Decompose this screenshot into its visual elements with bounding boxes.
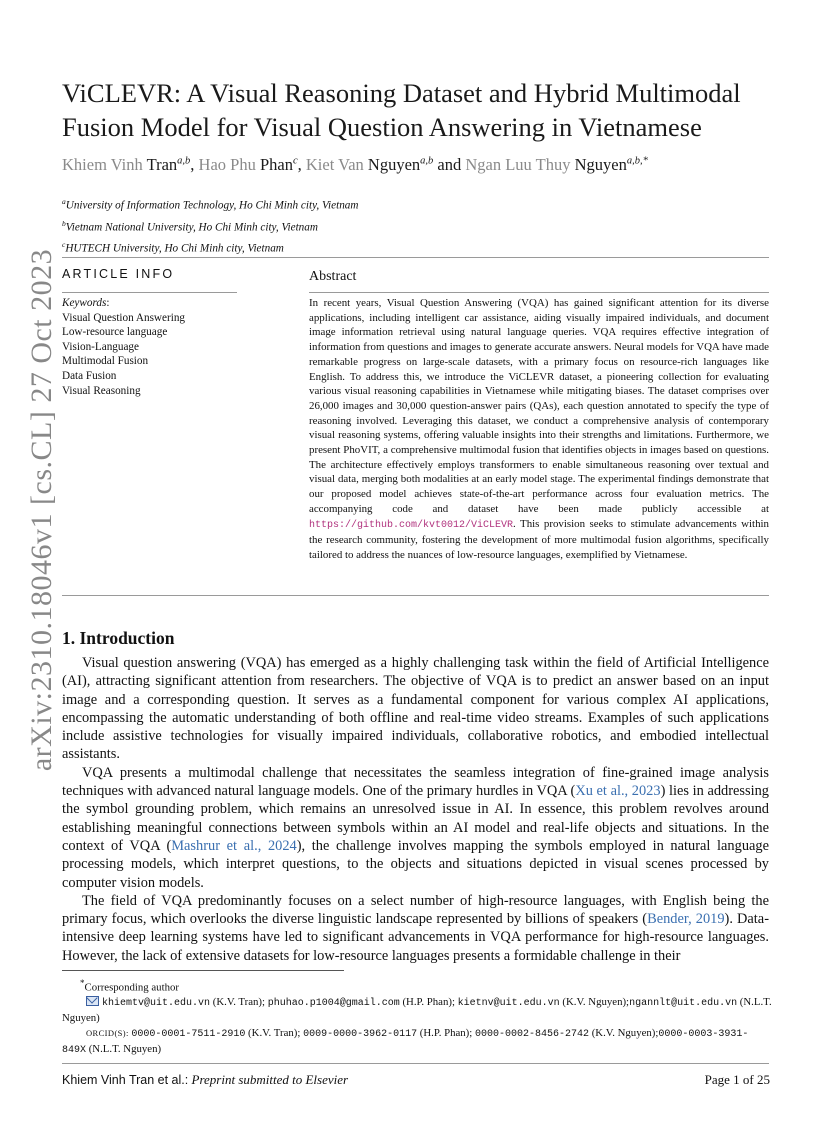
top-rule — [62, 257, 769, 258]
author-family-name: Tran — [146, 155, 178, 174]
orcid-owner: (N.L.T. Nguyen) — [86, 1043, 162, 1056]
author-family-name: Phan — [259, 155, 293, 174]
footnote-rule — [62, 970, 344, 971]
github-link[interactable]: https://github.com/kvt0012/ViCLEVR — [309, 519, 514, 531]
affiliation-mark: a — [62, 197, 66, 206]
orcid-owner: (H.P. Phan); — [417, 1026, 475, 1039]
email-owner: (K.V. Tran); — [210, 996, 268, 1008]
article-info-heading: ARTICLE INFO — [62, 267, 175, 281]
orcid-owner: (K.V. Tran); — [245, 1026, 304, 1039]
abstract-body: In recent years, Visual Question Answering (VQA) has gained significant attention for its diverse applications, including intelligent car assistance, aiding visually impaired individuals, and document image information retrieval using natural language queries. VQA requires effective integration of information from questions and images to generate accurate answers. Neural models for VQA have made remarkable progress on large-scale datasets, with a primary focus on resource-rich languages like English. To address this, we introduce the ViCLEVR dataset, a pioneering collection for evaluating various visual reasoning capabilities in Vietnamese while mitigating biases. The dataset comprises over 26,000 images and 30,000 question-answer pairs (QAs), each question annotated to specify the type of reasoning involved. Leveraging this dataset, we conduct a comprehensive analysis of contemporary visual reasoning systems, offering valuable insights into their strengths and limitations. Furthermore, we present PhoVIT, a comprehensive multimodal fusion that identifies objects in images based on questions. The architecture effectively employs transformers to enable simultaneous reasoning over textual and visual data, merging both modalities at an early model stage. The experimental findings demonstrate that our proposed model achieves state-of-the-art performance across four evaluation metrics. The accompanying code and dataset have been made publicly accessible at — [309, 297, 769, 515]
affiliation — [62, 215, 562, 237]
orcid-id[interactable]: 0009-0000-3962-0117 — [303, 1028, 418, 1040]
paragraph-text: The field of VQA predominantly focuses on a select number of high-resource languages, with English being the primary focus, which overlooks the diverse linguistic landscape represented by billions of speakers ( — [62, 892, 769, 928]
author-affiliation-mark: a,b — [420, 155, 434, 167]
citation-link[interactable]: Bender, 2019 — [647, 911, 725, 928]
affiliation — [62, 236, 562, 258]
affiliation-list — [62, 193, 562, 258]
footnotes: *Corresponding author khiemtv@uit.edu.vn (K.V. Tran); phuhao.p1004@gmail.com (H.P. Phan); kietnv@uit.edu.vn (K.V. Nguyen);ngannlt@uit.edu.vn (N.L.T. Nguyen) ORCID(S): 0000-0001-7511-2910 (K.V. Tran); 0009-0000-3962-0117 (H.P. Phan); 0000-0002-8456-2742 (K.V. Nguyen);0000-0003-3931-849X (N.L.T. Nguyen) — [62, 976, 772, 1059]
orcid-label: ORCID(S): — [86, 1027, 132, 1038]
author-separator: and — [433, 155, 466, 174]
keyword: Visual Question Answering — [62, 311, 186, 324]
orcid-id[interactable]: 0000-0003-3931-849X — [62, 1028, 749, 1057]
author-affiliation-mark: c — [292, 155, 298, 167]
page-number: Page 1 of 25 — [704, 1072, 770, 1087]
affiliation-text: Vietnam National University, Ho Chi Minh city, Vietnam — [65, 221, 318, 234]
paragraph-text: VQA presents a multimodal challenge that necessitates the seamless integration of fine-grained image analysis techniques with advanced natural language models. One of the primary hurdles in VQA ( — [62, 764, 769, 800]
keywords-block: Keywords: Visual Question Answering Low-resource language Vision-Language Multimodal Fusion Data Fusion Visual Reasoning — [62, 296, 242, 398]
orcid-id[interactable]: 0000-0001-7511-2910 — [131, 1028, 246, 1040]
body-paragraph — [62, 654, 769, 764]
abstract-rule — [309, 292, 769, 293]
keyword-list — [62, 311, 242, 399]
orcid-list — [62, 1026, 772, 1059]
email-list — [62, 995, 772, 1026]
keyword: Low-resource language — [62, 326, 168, 339]
affiliation — [62, 193, 562, 215]
title-line-1: ViCLEVR: A Visual Reasoning Dataset and Hybrid Multimodal — [62, 78, 741, 108]
section-heading-introduction: 1. Introduction — [62, 628, 175, 648]
body-paragraph — [62, 764, 769, 892]
email-address[interactable]: phuhao.p1004@gmail.com — [267, 998, 400, 1009]
email-owner: (H.P. Phan); — [399, 996, 458, 1008]
title-line-2: Fusion Model for Visual Question Answering in Vietnamese — [62, 112, 702, 142]
author-affiliation-mark: a,b — [177, 155, 191, 167]
keyword: Data Fusion — [62, 369, 117, 382]
author-given-name: Hao Phu — [198, 155, 260, 174]
email-icon — [86, 996, 99, 1006]
author-given-name: Ngan Luu Thuy — [465, 155, 575, 174]
abstract-body-end: . This provision seeks to stimulate advancements within the research community, fostering the development of more multimodal fusion algorithms, specifically tailored to address the nuances of low-resource languages, exemplified by Vietnamese. — [309, 517, 769, 561]
body-paragraph — [62, 892, 769, 965]
introduction-body — [62, 654, 769, 965]
paragraph-text: Visual question answering (VQA) has emerged as a highly challenging task within the field of Artificial Intelligence (AI), attracting significant attention from researchers. The objective of VQA is to predict an answer based on an input image and a corresponding question. It serves as a fundamental component for various complex AI applications, encompassing the automatic understanding of both offline and real-time video streams. Examples of such applications include assistive technologies for visually impaired individuals, collaborative robotics, and embodied intellectual assistants. — [62, 655, 769, 763]
email-address[interactable]: ngannlt@uit.edu.vn — [629, 998, 738, 1009]
paper-title — [62, 76, 782, 144]
orcid-owner: (K.V. Nguyen); — [589, 1026, 659, 1039]
author-family-name: Nguyen — [574, 155, 627, 174]
citation-link[interactable]: Mashrur et al., 2024 — [171, 837, 297, 854]
corresponding-author-note: Corresponding author — [84, 981, 179, 994]
keyword: Multimodal Fusion — [62, 355, 149, 368]
paragraph-text: ). Data-intensive deep learning systems have led to significant advancements in VQA performance for high-resource languages. However, the lack of extensive datasets for low-resource languages presents a formidable challenge in their — [62, 911, 769, 964]
affiliation-mark: b — [62, 218, 66, 228]
affiliation-text: University of Information Technology, Ho Chi Minh city, Vietnam — [65, 199, 359, 212]
paragraph-text: ) lies in addressing the symbol grounding problem, which remains an unresolved issue in AI. In essence, this problem revolves around establishing meaningful connections between symbols within an AI model and real-life objects and situations. In the context of VQA ( — [62, 783, 769, 854]
affiliation-text: HUTECH University, Ho Chi Minh city, Vietnam — [65, 243, 284, 256]
keywords-label: Keywords — [62, 297, 107, 309]
article-info-rule — [62, 292, 237, 293]
author-affiliation-mark: a,b,* — [626, 155, 648, 167]
author-list — [62, 155, 782, 175]
paragraph-text: ), the challenge involves mapping the symbols employed in natural language processing models, which interpret questions, to the objects and situations depicted in visual scenes processed by computer vision models. — [62, 837, 769, 891]
citation-link[interactable]: Xu et al., 2023 — [575, 783, 661, 800]
abstract-bottom-rule — [62, 595, 769, 596]
affiliation-mark: c — [62, 240, 66, 250]
author-separator: , — [190, 155, 199, 174]
author-given-name: Khiem Vinh — [62, 155, 147, 174]
author-given-name: Kiet Van — [305, 155, 368, 174]
orcid-id[interactable]: 0000-0002-8456-2742 — [474, 1028, 590, 1040]
keyword: Vision-Language — [62, 340, 139, 353]
email-address[interactable]: kietnv@uit.edu.vn — [457, 998, 560, 1009]
author-separator: , — [297, 155, 306, 174]
author-family-name: Nguyen — [367, 155, 421, 174]
email-address[interactable]: khiemtv@uit.edu.vn — [102, 998, 211, 1009]
email-owner: (K.V. Nguyen); — [559, 996, 630, 1008]
footer-rule — [62, 1063, 769, 1064]
abstract-heading: Abstract — [309, 269, 357, 284]
keyword: Visual Reasoning — [62, 384, 141, 397]
arxiv-identifier: arXiv:2310.18046v1 [cs.CL] 27 Oct 2023 — [25, 248, 58, 772]
footer-authors: Khiem Vinh Tran et al. — [62, 1073, 185, 1087]
abstract-text — [309, 296, 769, 563]
email-owner: (N.L.T. Nguyen) — [62, 996, 772, 1025]
footer-status: Preprint submitted to Elsevier — [191, 1072, 349, 1087]
footer-left: Khiem Vinh Tran et al.: Preprint submitted to Elsevier — [62, 1072, 349, 1087]
